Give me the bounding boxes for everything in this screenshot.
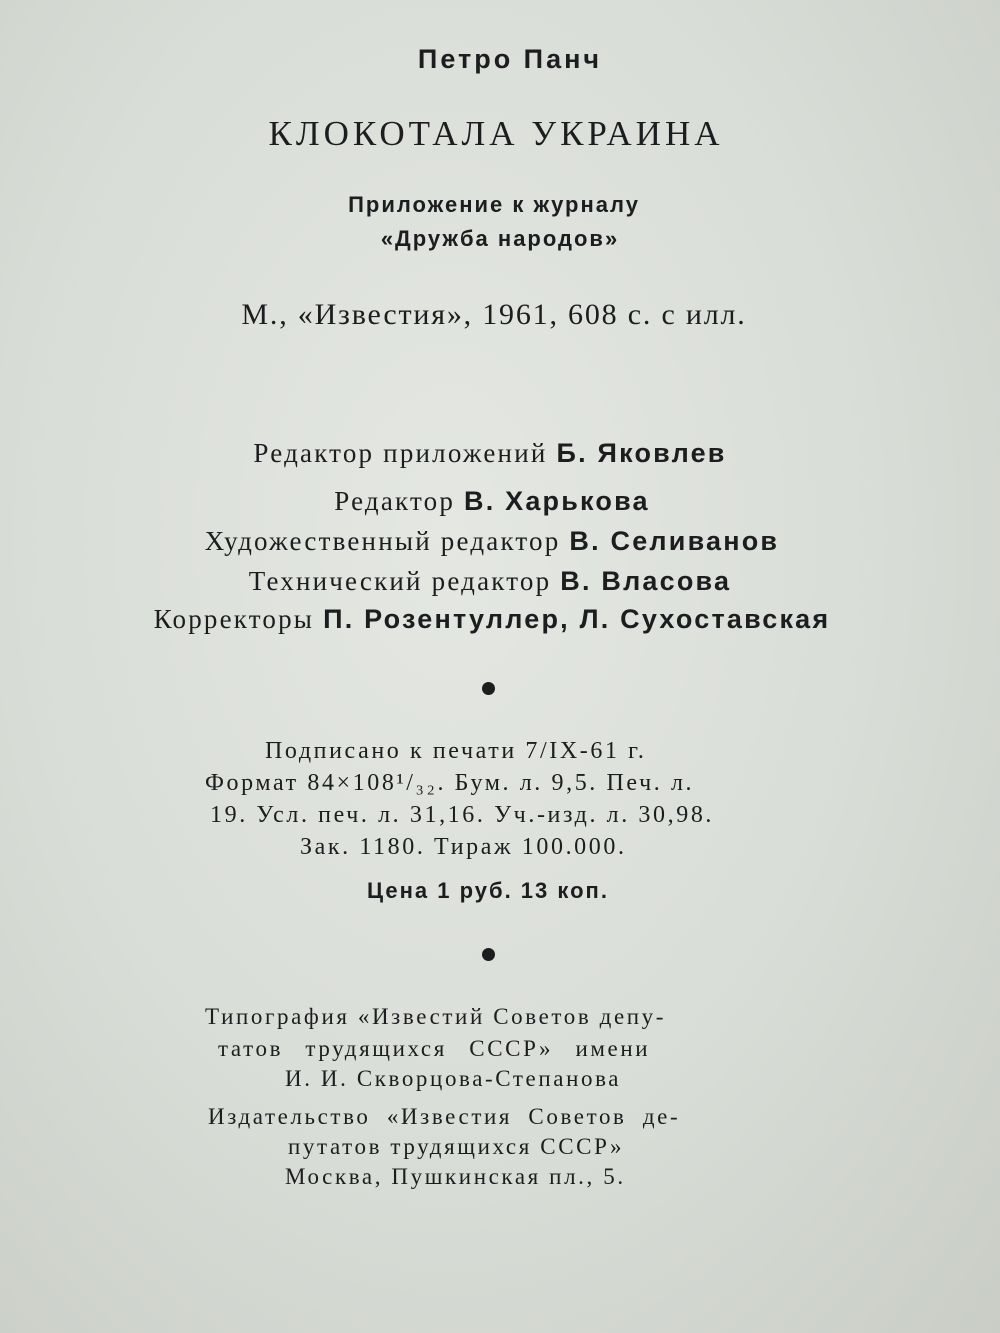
credit-art-editor [0,526,992,557]
typography-line-2: татов трудящихся СССР» имени [218,1036,651,1061]
credit-name: В. Харькова [464,486,650,516]
supplement-line-2: «Дружба народов» [380,226,620,251]
typography-line-1: Типография «Известий Советов депу- [205,1004,667,1029]
credit-editor-supplements [0,438,990,469]
publisher-line-1: Издательство «Известия Советов де- [208,1104,681,1129]
typography-line-3: И. И. Скворцова-Степанова [285,1066,622,1091]
credit-editor [0,486,992,517]
credit-name: В. Власова [560,566,732,596]
credit-proofreaders [0,604,992,635]
credit-technical-editor [0,566,990,597]
credit-role: Редактор [334,486,456,516]
credit-role: Художественный редактор [204,526,561,556]
section-divider-dot [482,682,495,695]
print-format-line: Формат 84×108¹/₃₂. Бум. л. 9,5. Печ. л. [205,770,695,796]
print-order-line: Зак. 1180. Тираж 100.000. [300,834,627,860]
publisher-address: Москва, Пушкинская пл., 5. [285,1164,626,1189]
imprint-line: М., «Известия», 1961, 608 с. с илл. [241,298,747,331]
book-title: КЛОКОТАЛА УКРАИНА [268,114,724,153]
credit-role: Корректоры [153,604,315,634]
credit-name: В. Селиванов [569,526,780,556]
credit-name: П. Розентуллер, Л. Сухоставская [323,604,831,634]
credit-name: Б. Яковлев [556,438,727,468]
credit-role: Технический редактор [248,566,552,596]
supplement-line-1: Приложение к журналу [348,192,640,217]
print-signed-line: Подписано к печати 7/IX-61 г. [265,738,647,764]
price-line: Цена 1 руб. 13 коп. [367,878,609,903]
publisher-line-2: путатов трудящихся СССР» [288,1134,625,1159]
author-name: Петро Панч [417,44,603,74]
credit-role: Редактор приложений [253,438,548,468]
section-divider-dot [482,948,495,961]
print-sheets-line: 19. Усл. печ. л. 31,16. Уч.-изд. л. 30,98. [210,802,715,828]
